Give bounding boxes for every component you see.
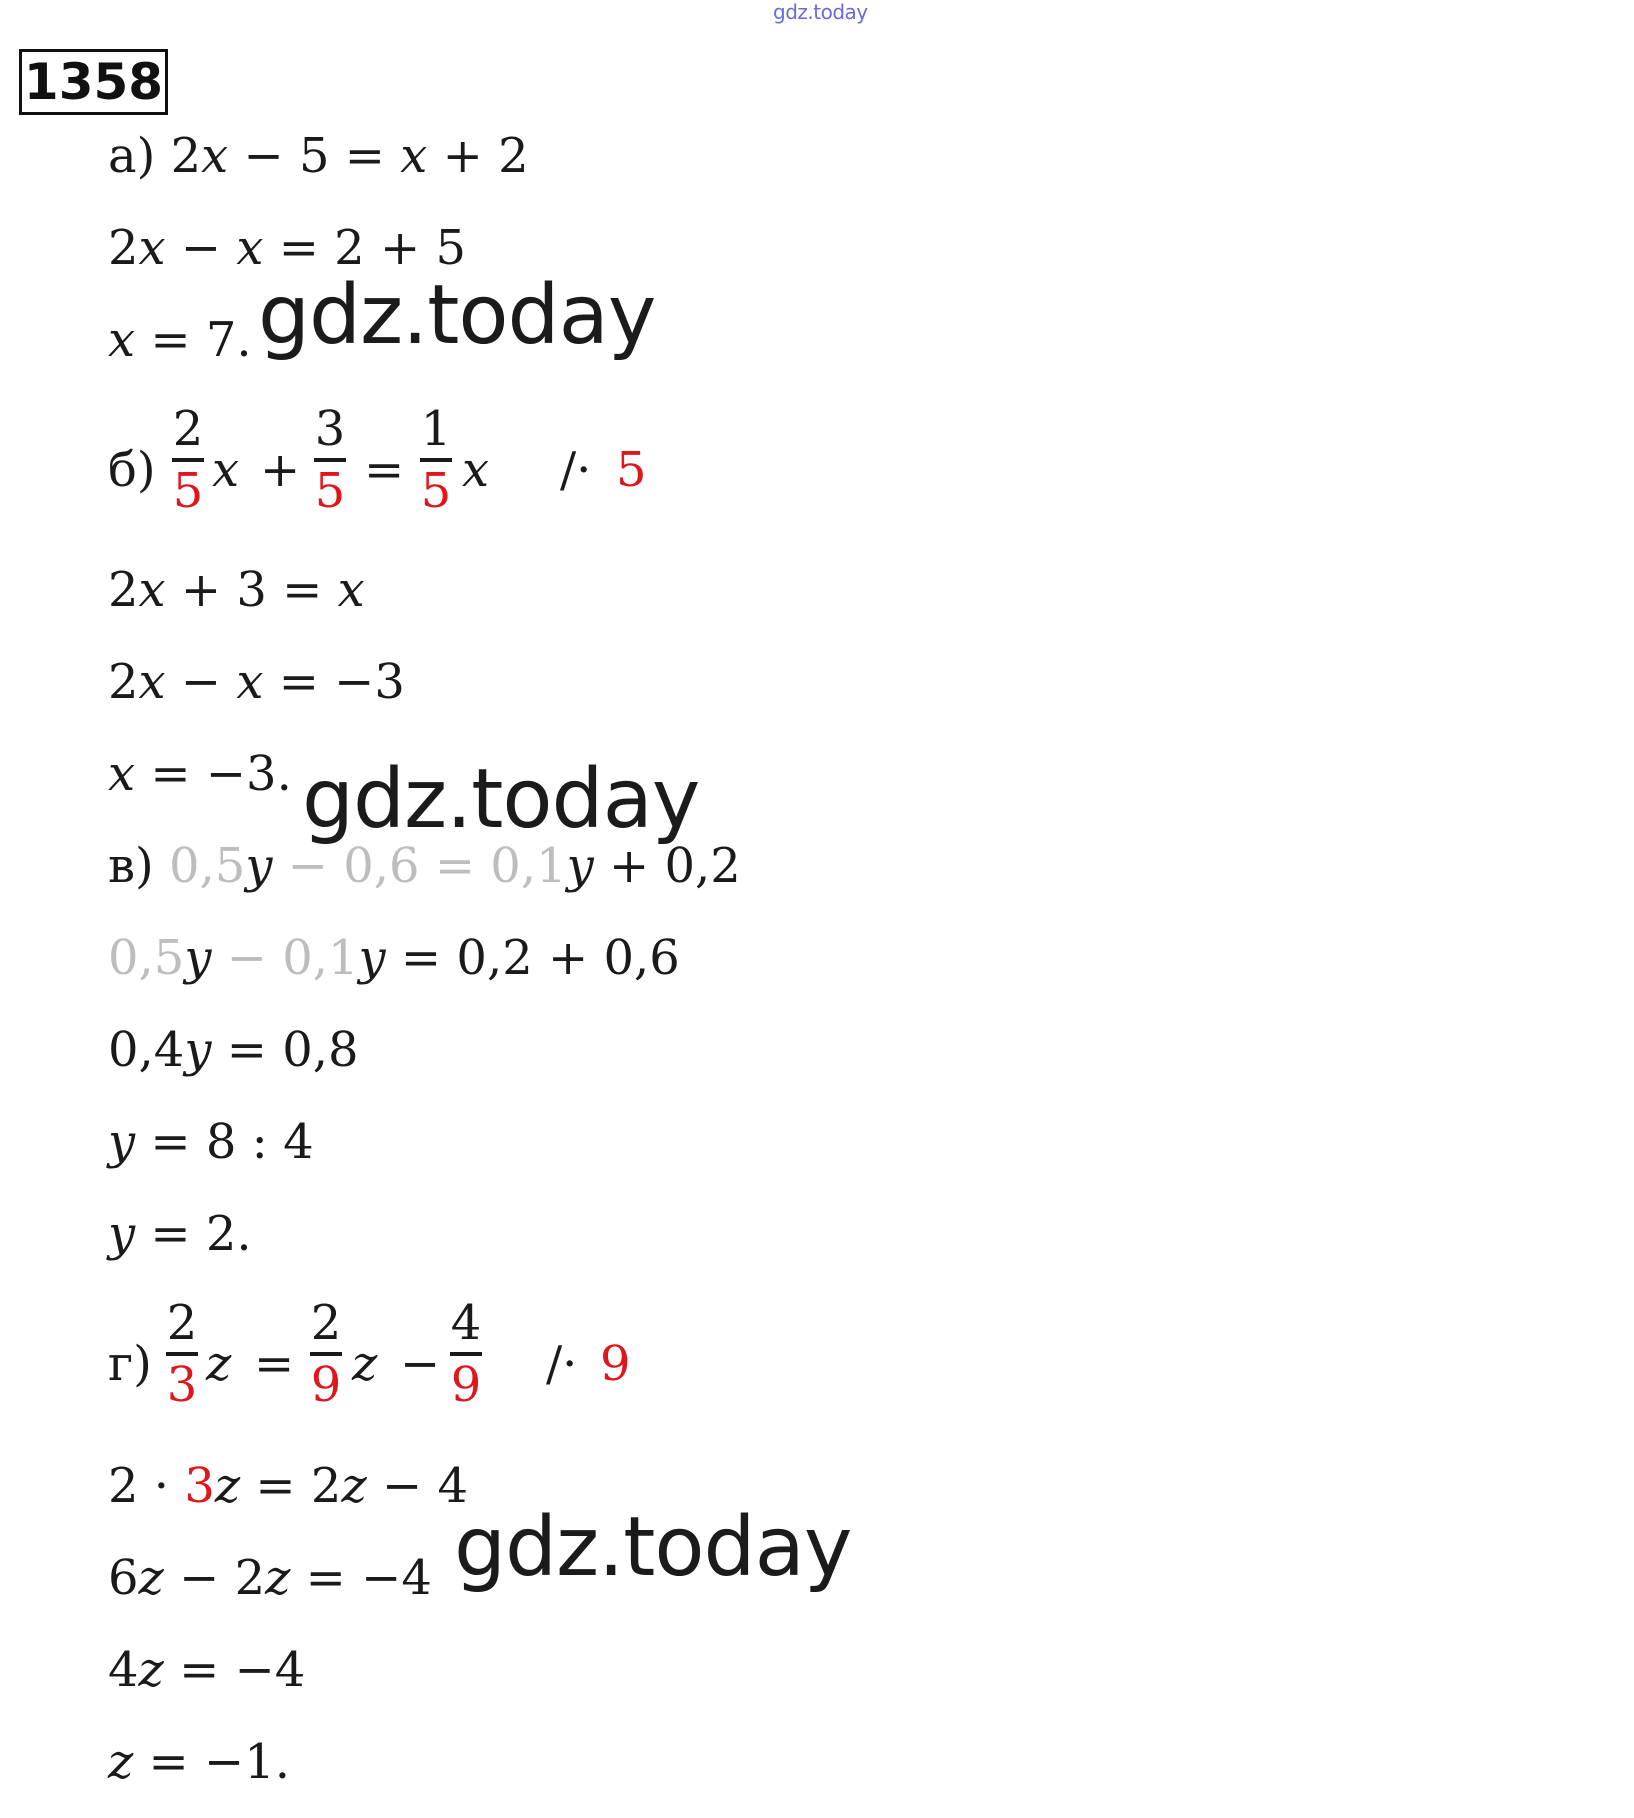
part-g-label: г)	[108, 1336, 152, 1392]
part-a-line-3	[108, 310, 252, 370]
highlight: 3	[184, 1458, 215, 1514]
problem-number: 1358	[19, 49, 168, 115]
text: = −1.	[133, 1734, 291, 1790]
text: − 2	[163, 1550, 266, 1606]
text: + 3 =	[165, 562, 338, 618]
text: − 5 =	[228, 128, 401, 184]
part-g-line-5	[108, 1732, 290, 1792]
watermark: gdz.today	[454, 1500, 852, 1595]
text: = −4	[290, 1550, 432, 1606]
text: + 2	[427, 128, 529, 184]
fraction	[418, 400, 454, 520]
part-a-line-1	[108, 126, 529, 186]
numerator: 2	[310, 1295, 342, 1351]
text: = 8 : 4	[135, 1114, 314, 1170]
part-b-line-4	[108, 744, 292, 804]
text: −	[165, 654, 237, 710]
text: = 2 + 5	[263, 220, 466, 276]
multiplier-value: 5	[616, 442, 647, 498]
denominator: 5	[172, 463, 204, 519]
watermark: gdz.today	[258, 268, 656, 363]
variable: z	[341, 1458, 367, 1514]
watermark: gdz.today	[302, 752, 700, 847]
multiplier-sign: /·	[560, 442, 592, 498]
variable: y	[358, 930, 386, 986]
operator: =	[254, 1336, 295, 1392]
variable: y	[245, 838, 273, 894]
variable: y	[184, 930, 212, 986]
multiplier-sign: /·	[546, 1336, 578, 1392]
variable: y	[184, 1022, 212, 1078]
operator: =	[364, 442, 405, 498]
part-v-line-3	[108, 1020, 359, 1080]
operator: +	[260, 442, 301, 498]
text: + 0,2	[593, 838, 741, 894]
variable: z	[214, 1458, 241, 1514]
text: = −3.	[135, 746, 292, 802]
variable: x	[201, 128, 229, 184]
part-b-line-2	[108, 560, 365, 620]
part-b-line-3	[108, 652, 405, 712]
variable: z	[108, 1734, 134, 1790]
text: 2 ·	[108, 1458, 185, 1514]
part-b-equation	[108, 400, 708, 540]
top-watermark: gdz.today	[773, 0, 868, 24]
part-g-line-2	[108, 1456, 468, 1516]
text: − 4	[366, 1458, 469, 1514]
denominator: 9	[310, 1357, 342, 1413]
operator: −	[400, 1336, 441, 1392]
text: − 0,6 =	[272, 838, 491, 894]
text: 4	[108, 1642, 139, 1698]
variable: x	[138, 562, 166, 618]
part-v-line-4	[108, 1112, 314, 1172]
text: 0,5	[169, 838, 246, 894]
variable: x	[400, 128, 428, 184]
text: = −4	[163, 1642, 306, 1698]
fraction	[164, 1294, 200, 1414]
part-v-line-2	[108, 928, 680, 988]
variable: x	[337, 562, 365, 618]
variable: z	[265, 1550, 291, 1606]
variable: z	[138, 1550, 164, 1606]
text: −	[165, 220, 237, 276]
denominator: 5	[314, 463, 346, 519]
denominator: 5	[420, 463, 452, 519]
text: 0,1	[490, 838, 567, 894]
text: 0,4	[108, 1022, 185, 1078]
variable: z	[206, 1336, 232, 1392]
text: = 2.	[135, 1206, 252, 1262]
part-g-line-4	[108, 1640, 305, 1700]
variable: z	[352, 1336, 378, 1392]
text: = 7.	[135, 312, 252, 368]
text: = 0,2 + 0,6	[385, 930, 680, 986]
variable: x	[138, 220, 166, 276]
numerator: 2	[172, 401, 204, 457]
part-g-equation	[108, 1294, 708, 1434]
text: 0,5	[108, 930, 185, 986]
variable: x	[212, 442, 240, 498]
variable: x	[236, 654, 264, 710]
part-v-label: в)	[108, 838, 170, 894]
variable: y	[108, 1114, 136, 1170]
variable: x	[462, 442, 490, 498]
part-v-line-1	[108, 836, 741, 896]
part-b-label: б)	[108, 442, 156, 498]
fraction	[312, 400, 348, 520]
variable: z	[138, 1642, 164, 1698]
text: 2	[108, 220, 139, 276]
part-a-label: а)	[108, 128, 171, 184]
variable: y	[566, 838, 594, 894]
variable: x	[138, 654, 166, 710]
denominator: 3	[166, 1357, 198, 1413]
part-g-line-3	[108, 1548, 432, 1608]
part-v-line-5	[108, 1204, 252, 1264]
numerator: 4	[450, 1295, 482, 1351]
fraction	[448, 1294, 484, 1414]
variable: x	[108, 746, 136, 802]
text: = 0,8	[211, 1022, 359, 1078]
text: 6	[108, 1550, 139, 1606]
numerator: 1	[420, 401, 452, 457]
text: = 2	[240, 1458, 342, 1514]
numerator: 2	[166, 1295, 198, 1351]
fraction	[308, 1294, 344, 1414]
text: 2	[108, 562, 139, 618]
text: 2	[170, 128, 202, 184]
fraction	[170, 400, 206, 520]
text: 2	[108, 654, 139, 710]
denominator: 9	[450, 1357, 482, 1413]
text: = −3	[263, 654, 405, 710]
multiplier-value: 9	[600, 1336, 631, 1392]
text: − 0,1	[211, 930, 359, 986]
variable: y	[108, 1206, 136, 1262]
numerator: 3	[314, 401, 346, 457]
variable: x	[236, 220, 264, 276]
variable: x	[108, 312, 136, 368]
